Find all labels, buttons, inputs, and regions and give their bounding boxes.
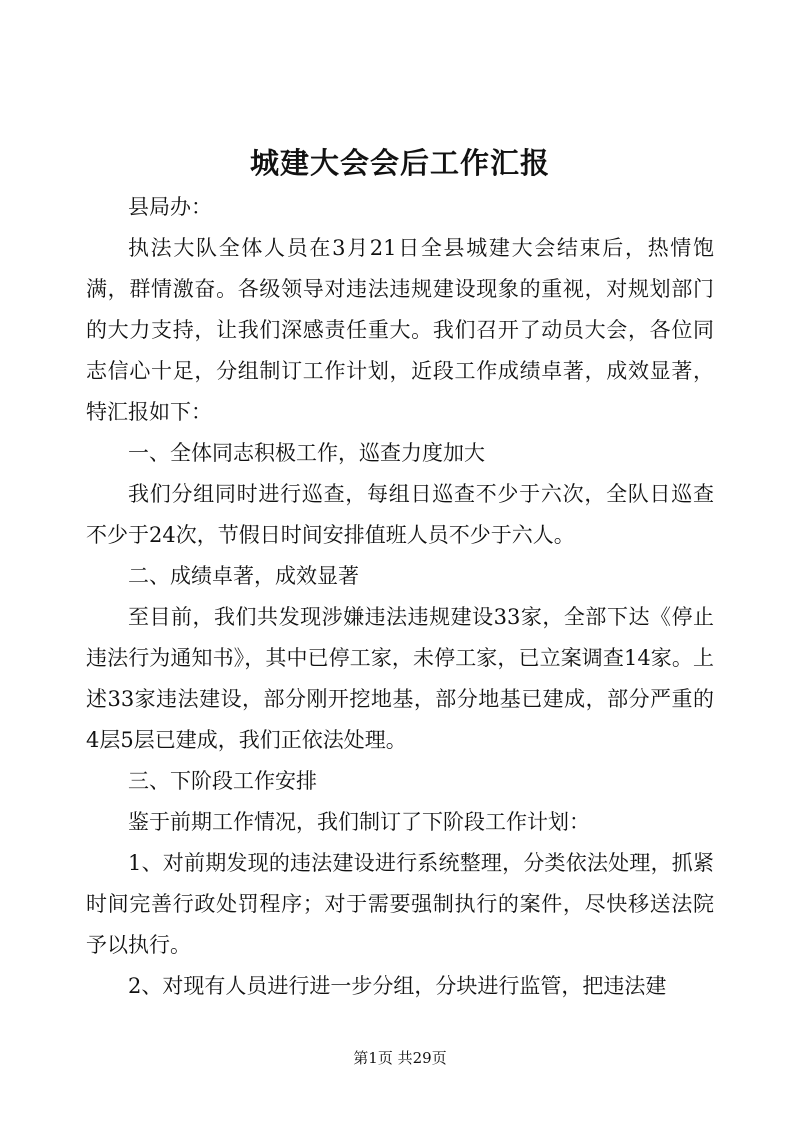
paragraph-intro: 执法大队全体人员在3月21日全县城建大会结束后，热情饱满，群情激奋。各级领导对违法违规建设现象的重视，对规划部门的大力支持，让我们深感责任重大。我们召开了动员大会，各位同志信心十足，分组制订工作计划，近段工作成绩卓著，成效显著，特汇报如下： (86, 236, 714, 424)
section-heading-1: 一、全体同志积极工作，巡查力度加大 (128, 441, 485, 465)
plan-item-1: 1、对前期发现的违法建设进行系统整理，分类依法处理，抓紧时间完善行政处罚程序；对于需要强制执行的案件，尽快移送法院予以执行。 (86, 851, 714, 957)
document-body (86, 187, 714, 1007)
document-title: 城建大会会后工作汇报 (249, 146, 550, 180)
paragraph-plan-intro: 鉴于前期工作情况，我们制订了下阶段工作计划： (128, 810, 590, 834)
section-heading-3: 三、下阶段工作安排 (128, 769, 317, 793)
plan-item-2: 2、对现有人员进行进一步分组，分块进行监管，把违法建 (128, 974, 667, 998)
section-heading-2: 二、成绩卓著，成效显著 (128, 564, 359, 588)
page-number-footer: 第1页 共29页 (353, 1049, 447, 1067)
salutation: 县局办： (128, 195, 212, 219)
paragraph-patrol: 我们分组同时进行巡查，每组日巡查不少于六次，全队日巡查不少于24次，节假日时间安排值班人员不少于六人。 (86, 482, 714, 547)
paragraph-results: 至目前，我们共发现涉嫌违法违规建设33家，全部下达《停止违法行为通知书》，其中已停工家，未停工家，已立案调查14家。上述33家违法建设，部分刚开挖地基，部分地基已建成，部分严重的4层5层已建成，我们正依法处理。 (86, 605, 714, 752)
